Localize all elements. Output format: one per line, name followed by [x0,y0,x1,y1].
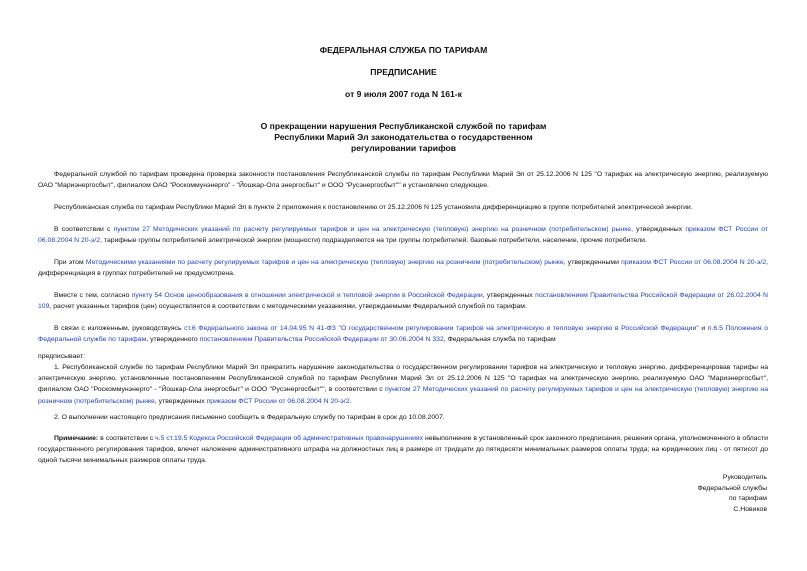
document-title-line-2: Республики Марий Эл законодательства о государственном [274,132,533,142]
note-paragraph [38,433,768,467]
link-methodical-instructions-p27[interactable]: пунктом 27 Методических указаний по расчету регулируемых тарифов и цен на электрическую (тепловую) энергию на розничном (потребительском) рынке [113,226,632,233]
paragraph-6-text-a: В связи с изложенным, руководствуясь [54,325,185,332]
link-fst-order-20-e2[interactable]: приказом ФСТ России от 06.08.2004 N 20-э/2 [38,226,768,245]
paragraph-5 [38,290,768,312]
link-fst-regulation-p6-5[interactable]: п.6.5 Положения о Федеральной службе по тарифам [38,325,768,344]
document-title-line-1: О прекращении нарушения Республиканской службой по тарифам [260,121,547,131]
paragraph-4-text-b: , утвержденными [563,259,622,266]
paragraph-5-text-c: , расчет указанных тарифов (цен) осуществляется в соответствии с методическими указаниями, утверждаемыми Федеральной службой по тарифам. [49,303,527,311]
item-1-text-b: , утвержденных [154,397,207,405]
signature-block [607,473,767,515]
link-pricing-basics-p54[interactable]: пункту 54 Основ ценообразования в отношении электрической и тепловой энергии в Российской Федерации [131,292,483,299]
link-fst-order-20-e2-3[interactable]: приказом ФСТ России от 06.08.2004 N 20-э/2 [206,397,350,405]
paragraph-1: Федеральной службой по тарифам проведена проверка законности постановления Республиканской службы по тарифам Республики Марий Эл от 25.12.2006 N 125 "О тарифах на электрическую энергию, реализуемую ОАО "Мариэнергосбыт", филиалом ОАО "Роскоммунэнерго" - "Йошкар-Ола энергосбыт" и ООО "Русэнергосбыт"" и установлено следующее. [38,171,768,190]
link-admin-code-19-5[interactable]: ч.5 ст.19.5 Кодекса Российской Федерации об административных правонарушениях [155,435,424,442]
signature-name: С.Новиков [733,505,767,513]
signature-position-line-2: Федеральной службы [697,484,767,492]
paragraph-4-text-c: , дифференциация в группах потребителей не предусмотрена. [38,259,768,278]
document-type: ПРЕДПИСАНИЕ [370,67,437,77]
paragraph-5-text-a: Вместе с тем, согласно [54,292,132,299]
paragraph-6-text-d: , Федеральная служба по тарифам [443,336,556,344]
link-federal-law-41fz[interactable]: ст.6 Федерального закона от 14.04.95 N 41-ФЗ "О государственном регулировании тарифов на электрическую и тепловую энергию в Российской Федерации" [184,325,699,332]
link-methodical-instructions[interactable]: Методическими указаниями по расчету регулируемых тарифов и цен на электрическую (тепловую) энергию на розничном (потребительском) рынке [85,259,564,266]
note-text-a: в соответствии с [98,435,156,442]
paragraph-3-text-c: , тарифные группы потребителей электрической энергии (мощности) подразделяются на три группы потребителей: базовые потребители, население, прочие потребители. [100,237,647,245]
signature-position-line-1: Руководитель [722,474,767,481]
item-1-text-a: 1. Республиканской службе по тарифам Республики Марий Эл прекратить нарушение законодательства о государственном регулировании тарифов на электрическую и тепловую энергию, дифференцировав тарифы на электрическую энергию, установленные постановлением Республиканской службой по тарифам Республики Марий Эл от 25.12.2006 N 125 "О тарифах на электрическую энергию, реализуемую ОАО "Мариэнергосбыт", филиалом ОАО "Роскоммунэнерго" - "Йошкар-Ола энергосбыт" и ООО "Русэнергосбыт"", в соответствии с [38,364,768,394]
item-1-text-c: . [349,397,352,405]
prescribes-label: предписывает: [38,353,86,360]
agency-name: ФЕДЕРАЛЬНАЯ СЛУЖБА ПО ТАРИФАМ [319,45,488,55]
paragraph-4 [38,257,768,279]
paragraph-3-text-a: В соответствии с [54,226,114,233]
document-date-number: от 9 июля 2007 года N 161-к [345,89,462,99]
link-methodical-instructions-p27-2[interactable]: пунктом 27 Методических указаний по расчету регулируемых тарифов и цен на электрическую (тепловую) энергию на розничном (потребительском) рынке [38,386,768,405]
paragraph-6 [38,323,768,345]
note-text-b: невыполнение в установленный срок законного предписания, решения органа, уполномоченного в области государственного регулирования тарифов, влечет наложение административного штрафа на должностных лиц в размере от тридцати до пятидесяти минимальных размеров оплаты труда; на юридических лиц - от пятисот до одной тысячи минимальных размеров оплаты труда. [38,435,768,465]
paragraph-6-text-b: и [698,325,708,332]
paragraph-2: Республиканская служба по тарифам Республики Марий Эл в пункте 2 приложения к постановлению от 25.12.2006 N 125 установила дифференциацию в группе потребителей электрической энергии. [54,204,693,211]
document-title-line-3: регулировании тарифов [350,143,457,153]
link-fst-order-20-e2-2[interactable]: приказом ФСТ России от 06.08.2004 N 20-э/2 [621,259,767,266]
paragraph-item-1 [38,362,768,407]
paragraph-5-text-b: , утвержденных [482,292,536,299]
paragraph-6-text-c: , утвержденного [146,336,200,344]
signature-position-line-3: по тарифам [728,495,767,503]
paragraph-4-text-a: При этом [54,259,86,266]
paragraph-item-2: 2. О выполнении настоящего предписания письменно сообщить в Федеральную службу по тарифам в срок до 10.08.2007. [54,414,445,421]
note-label: Примечание: [54,435,99,442]
paragraph-3-text-b: , утвержденных [631,226,686,233]
link-government-resolution-109[interactable]: постановлением Правительства Российской Федерации от 26.02.2004 N 109 [38,292,768,311]
link-government-resolution-332[interactable]: постановлением Правительства Российской Федерации от 30.06.2004 N 332 [199,336,444,344]
paragraph-3 [38,224,768,246]
